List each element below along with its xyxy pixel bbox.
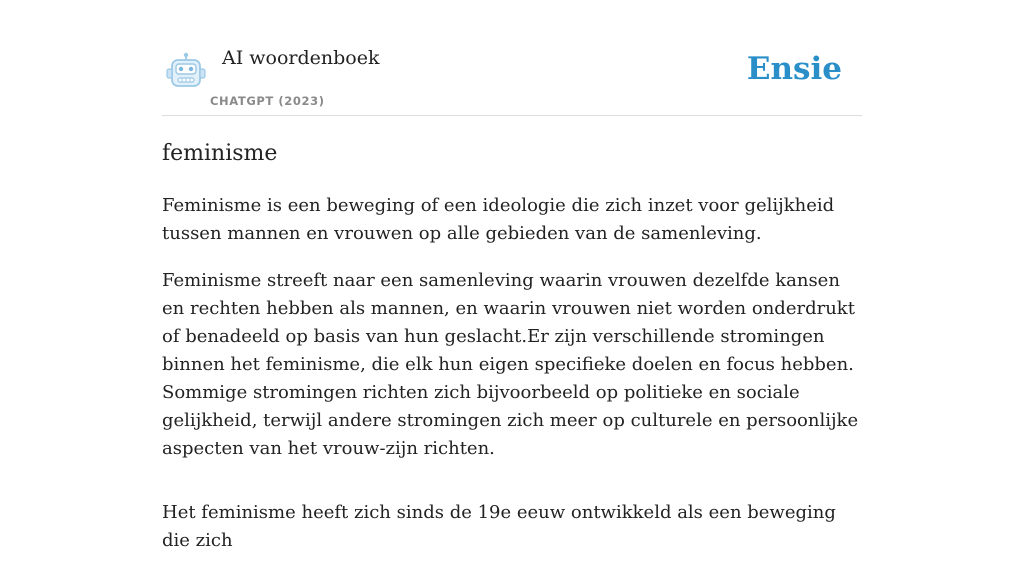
entry-card [162,0,862,551]
definition-paragraph: Het feminisme heeft zich sinds de 19e eeuw ontwikkeld als een beweging die zich [162,502,836,551]
source-meta: CHATGPT (2023) [210,94,325,108]
entry-definition [162,192,862,574]
robot-icon [166,52,206,90]
source-title: AI woordenboek [222,47,380,69]
entry-header [162,0,862,116]
definition-paragraph: Feminisme is een beweging of een ideologie die zich inzet voor gelijkheid tussen mannen en vrouwen op alle gebieden van de samenleving. [162,195,835,244]
entry-term: feminisme [162,141,278,166]
definition-paragraph: Feminisme streeft naar een samenleving waarin vrouwen dezelfde kansen en rechten hebben als mannen, en waarin vrouwen niet worden onderdrukt of benadeeld op basis van hun geslacht.Er zijn verschillende stromingen binnen het feminisme, die elk hun eigen specifieke doelen en focus hebben. Sommige stromingen richten zich bijvoorbeeld op politieke en sociale gelijkheid, terwijl andere stromingen zich meer op culturele en persoonlijke aspecten van het vrouw-zijn richten. [162,270,859,459]
ensie-logo-link[interactable]: Ensie [746,51,842,87]
